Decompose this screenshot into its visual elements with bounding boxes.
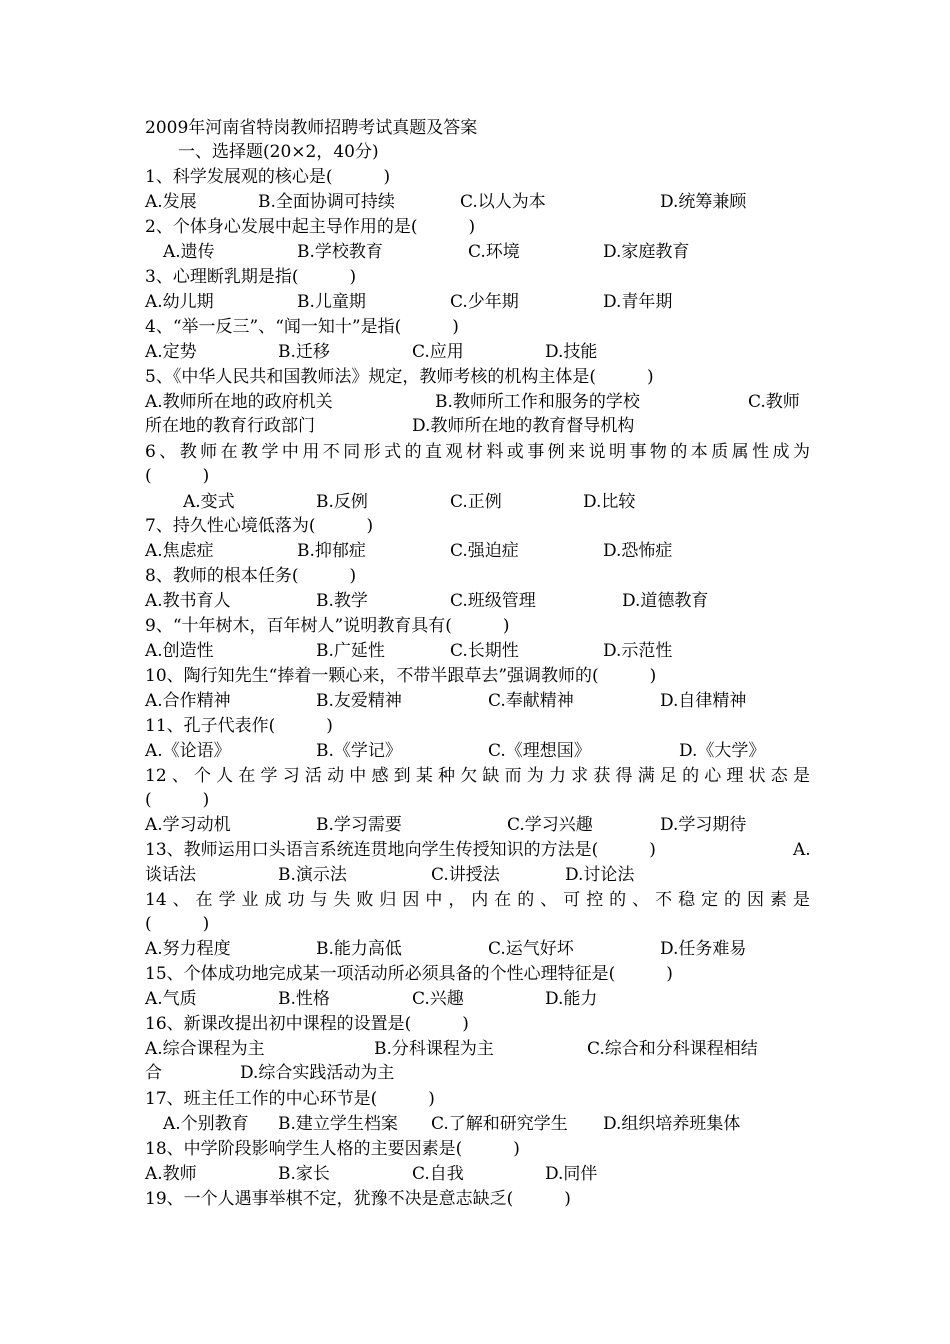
options-q11o: [145, 739, 810, 763]
option-item: A.气质: [145, 989, 197, 1009]
option-item: B.《学记》: [316, 741, 402, 761]
options-q1o: [145, 190, 810, 214]
option-item: A.焦虑症: [145, 541, 214, 561]
option-item: D.学习期待: [660, 815, 747, 835]
option-item: B.迁移: [278, 342, 330, 362]
option-item: C.长期性: [450, 641, 519, 661]
options-q14o: [145, 937, 810, 961]
option-item: B.演示法: [278, 865, 347, 885]
question-q15: 15、个体成功地完成某一项活动所必须具备的个性心理特征是( ): [145, 964, 673, 984]
option-item: D.任务难易: [660, 939, 747, 959]
options-q17o: [145, 1112, 810, 1136]
options-q5o2: [145, 414, 810, 438]
question-q3: 3、心理断乳期是指( ): [145, 267, 357, 287]
option-item: C.讲授法: [431, 865, 500, 885]
option-item: C.综合和分科课程相结: [587, 1039, 758, 1059]
question-q17: 17、班主任工作的中心环节是( ): [145, 1089, 435, 1109]
option-item: D.综合实践活动为主: [240, 1063, 395, 1083]
question-q12: 12、个人在学习活动中感到某种欠缺而为力求获得满足的心理状态是: [145, 766, 810, 786]
question-q9: 9、“十年树木，百年树人”说明教育具有( ): [145, 616, 510, 636]
option-item: D.道德教育: [622, 591, 709, 611]
option-item: D.教师所在地的教育督导机构: [412, 416, 635, 436]
option-item: D.青年期: [603, 292, 673, 312]
options-q2o: [145, 240, 810, 264]
option-item: 13、教师运用口头语言系统连贯地向学生传授知识的方法是( ): [145, 840, 656, 860]
option-item: C.学习兴趣: [507, 815, 593, 835]
option-item: A.发展: [145, 192, 197, 212]
option-item: C.班级管理: [450, 591, 536, 611]
option-item: C.环境: [468, 242, 520, 262]
option-item: 合: [145, 1063, 162, 1083]
option-item: B.广延性: [316, 641, 385, 661]
question-q14b: ( ): [145, 914, 210, 934]
options-q15o: [145, 987, 810, 1011]
option-item: B.抑郁症: [297, 541, 366, 561]
option-item: A.《论语》: [145, 741, 231, 761]
option-item: 所在地的教育行政部门: [145, 416, 315, 436]
option-item: D.家庭教育: [603, 242, 690, 262]
question-q10: 10、陶行知先生“捧着一颗心来，不带半跟草去”强调教师的( ): [145, 666, 657, 686]
option-item: B.建立学生档案: [278, 1114, 398, 1134]
options-q16o2: [145, 1061, 810, 1085]
option-item: B.教师所工作和服务的学校: [435, 392, 640, 412]
option-item: B.友爱精神: [316, 691, 402, 711]
question-q18: 18、中学阶段影响学生人格的主要因素是( ): [145, 1139, 520, 1159]
option-item: D.统筹兼顾: [660, 192, 747, 212]
option-item: C.了解和研究学生: [431, 1114, 568, 1134]
option-item: D.自律精神: [660, 691, 747, 711]
option-item: C.自我: [412, 1164, 464, 1184]
option-item: 谈话法: [145, 865, 196, 885]
option-item: B.学习需要: [316, 815, 402, 835]
options-q13: [145, 838, 810, 862]
document-title: 2009年河南省特岗教师招聘考试真题及答案: [145, 118, 478, 138]
option-item: D.组织培养班集体: [603, 1114, 741, 1134]
option-item: A.变式: [183, 492, 235, 512]
option-item: A.学习动机: [145, 815, 231, 835]
options-q4o: [145, 340, 810, 364]
options-q3o: [145, 290, 810, 314]
options-q10o: [145, 689, 810, 713]
options-q16o: [145, 1037, 810, 1061]
question-q11: 11、孔子代表作( ): [145, 716, 333, 736]
option-item: B.能力高低: [316, 939, 402, 959]
option-item: C.运气好坏: [488, 939, 574, 959]
option-item: A.创造性: [145, 641, 214, 661]
question-q6b: ( ): [145, 466, 210, 486]
option-item: C.强迫症: [450, 541, 519, 561]
question-q19: 19、一个人遇事举棋不定，犹豫不决是意志缺乏( ): [145, 1189, 571, 1209]
option-item: C.兴趣: [412, 989, 464, 1009]
option-item: C.应用: [412, 342, 464, 362]
option-item: A.教师所在地的政府机关: [145, 392, 333, 412]
option-item: D.同伴: [545, 1164, 598, 1184]
option-item: A.教书育人: [145, 591, 231, 611]
option-item: A.合作精神: [145, 691, 231, 711]
option-item: D.《大学》: [679, 741, 766, 761]
options-q18o: [145, 1162, 810, 1186]
option-item: D.示范性: [603, 641, 673, 661]
option-item: D.讨论法: [565, 865, 635, 885]
option-item: A.幼儿期: [145, 292, 214, 312]
option-item: A.遗传: [163, 242, 215, 262]
option-item: B.教学: [316, 591, 368, 611]
option-item: C.奉献精神: [488, 691, 574, 711]
option-item: A.综合课程为主: [145, 1039, 265, 1059]
option-item: A.: [793, 840, 811, 860]
options-q8o: [145, 589, 810, 613]
option-item: C.正例: [450, 492, 502, 512]
option-item: A.教师: [145, 1164, 197, 1184]
question-q12b: ( ): [145, 790, 210, 810]
question-q1: 1、科学发展观的核心是( ): [145, 167, 391, 187]
options-q6o: [145, 490, 810, 514]
option-item: A.努力程度: [145, 939, 231, 959]
question-q8: 8、教师的根本任务( ): [145, 566, 357, 586]
question-q2: 2、个体身心发展中起主导作用的是( ): [145, 217, 476, 237]
option-item: B.学校教育: [297, 242, 383, 262]
option-item: B.全面协调可持续: [258, 192, 395, 212]
option-item: B.反例: [316, 492, 368, 512]
option-item: D.恐怖症: [603, 541, 673, 561]
question-q14: 14、在学业成功与失败归因中，内在的、可控的、不稳定的因素是: [145, 890, 810, 910]
option-item: B.家长: [278, 1164, 330, 1184]
question-q4: 4、“举一反三”、“闻一知十”是指( ): [145, 317, 459, 337]
option-item: C.少年期: [450, 292, 519, 312]
option-item: B.性格: [278, 989, 330, 1009]
option-item: A.个别教育: [163, 1114, 249, 1134]
option-item: C.教师: [748, 392, 800, 412]
option-item: A.定势: [145, 342, 197, 362]
question-q5: 5、《中华人民共和国教师法》规定，教师考核的机构主体是( ): [145, 367, 654, 387]
question-q16: 16、新课改提出初中课程的设置是( ): [145, 1014, 469, 1034]
question-q6: 6、教师在教学中用不同形式的直观材料或事例来说明事物的本质属性成为: [145, 442, 810, 462]
option-item: D.比较: [583, 492, 636, 512]
option-item: B.分科课程为主: [374, 1039, 494, 1059]
option-item: C.以人为本: [460, 192, 546, 212]
options-q13o: [145, 863, 810, 887]
question-q7: 7、持久性心境低落为( ): [145, 516, 374, 536]
option-item: C.《理想国》: [488, 741, 591, 761]
option-item: D.能力: [545, 989, 598, 1009]
options-q7o: [145, 539, 810, 563]
section-heading: 一、选择题(20×2，40分): [178, 142, 379, 162]
option-item: B.儿童期: [297, 292, 366, 312]
option-item: D.技能: [545, 342, 598, 362]
options-q5o: [145, 390, 810, 414]
options-q12o: [145, 813, 810, 837]
options-q9o: [145, 639, 810, 663]
